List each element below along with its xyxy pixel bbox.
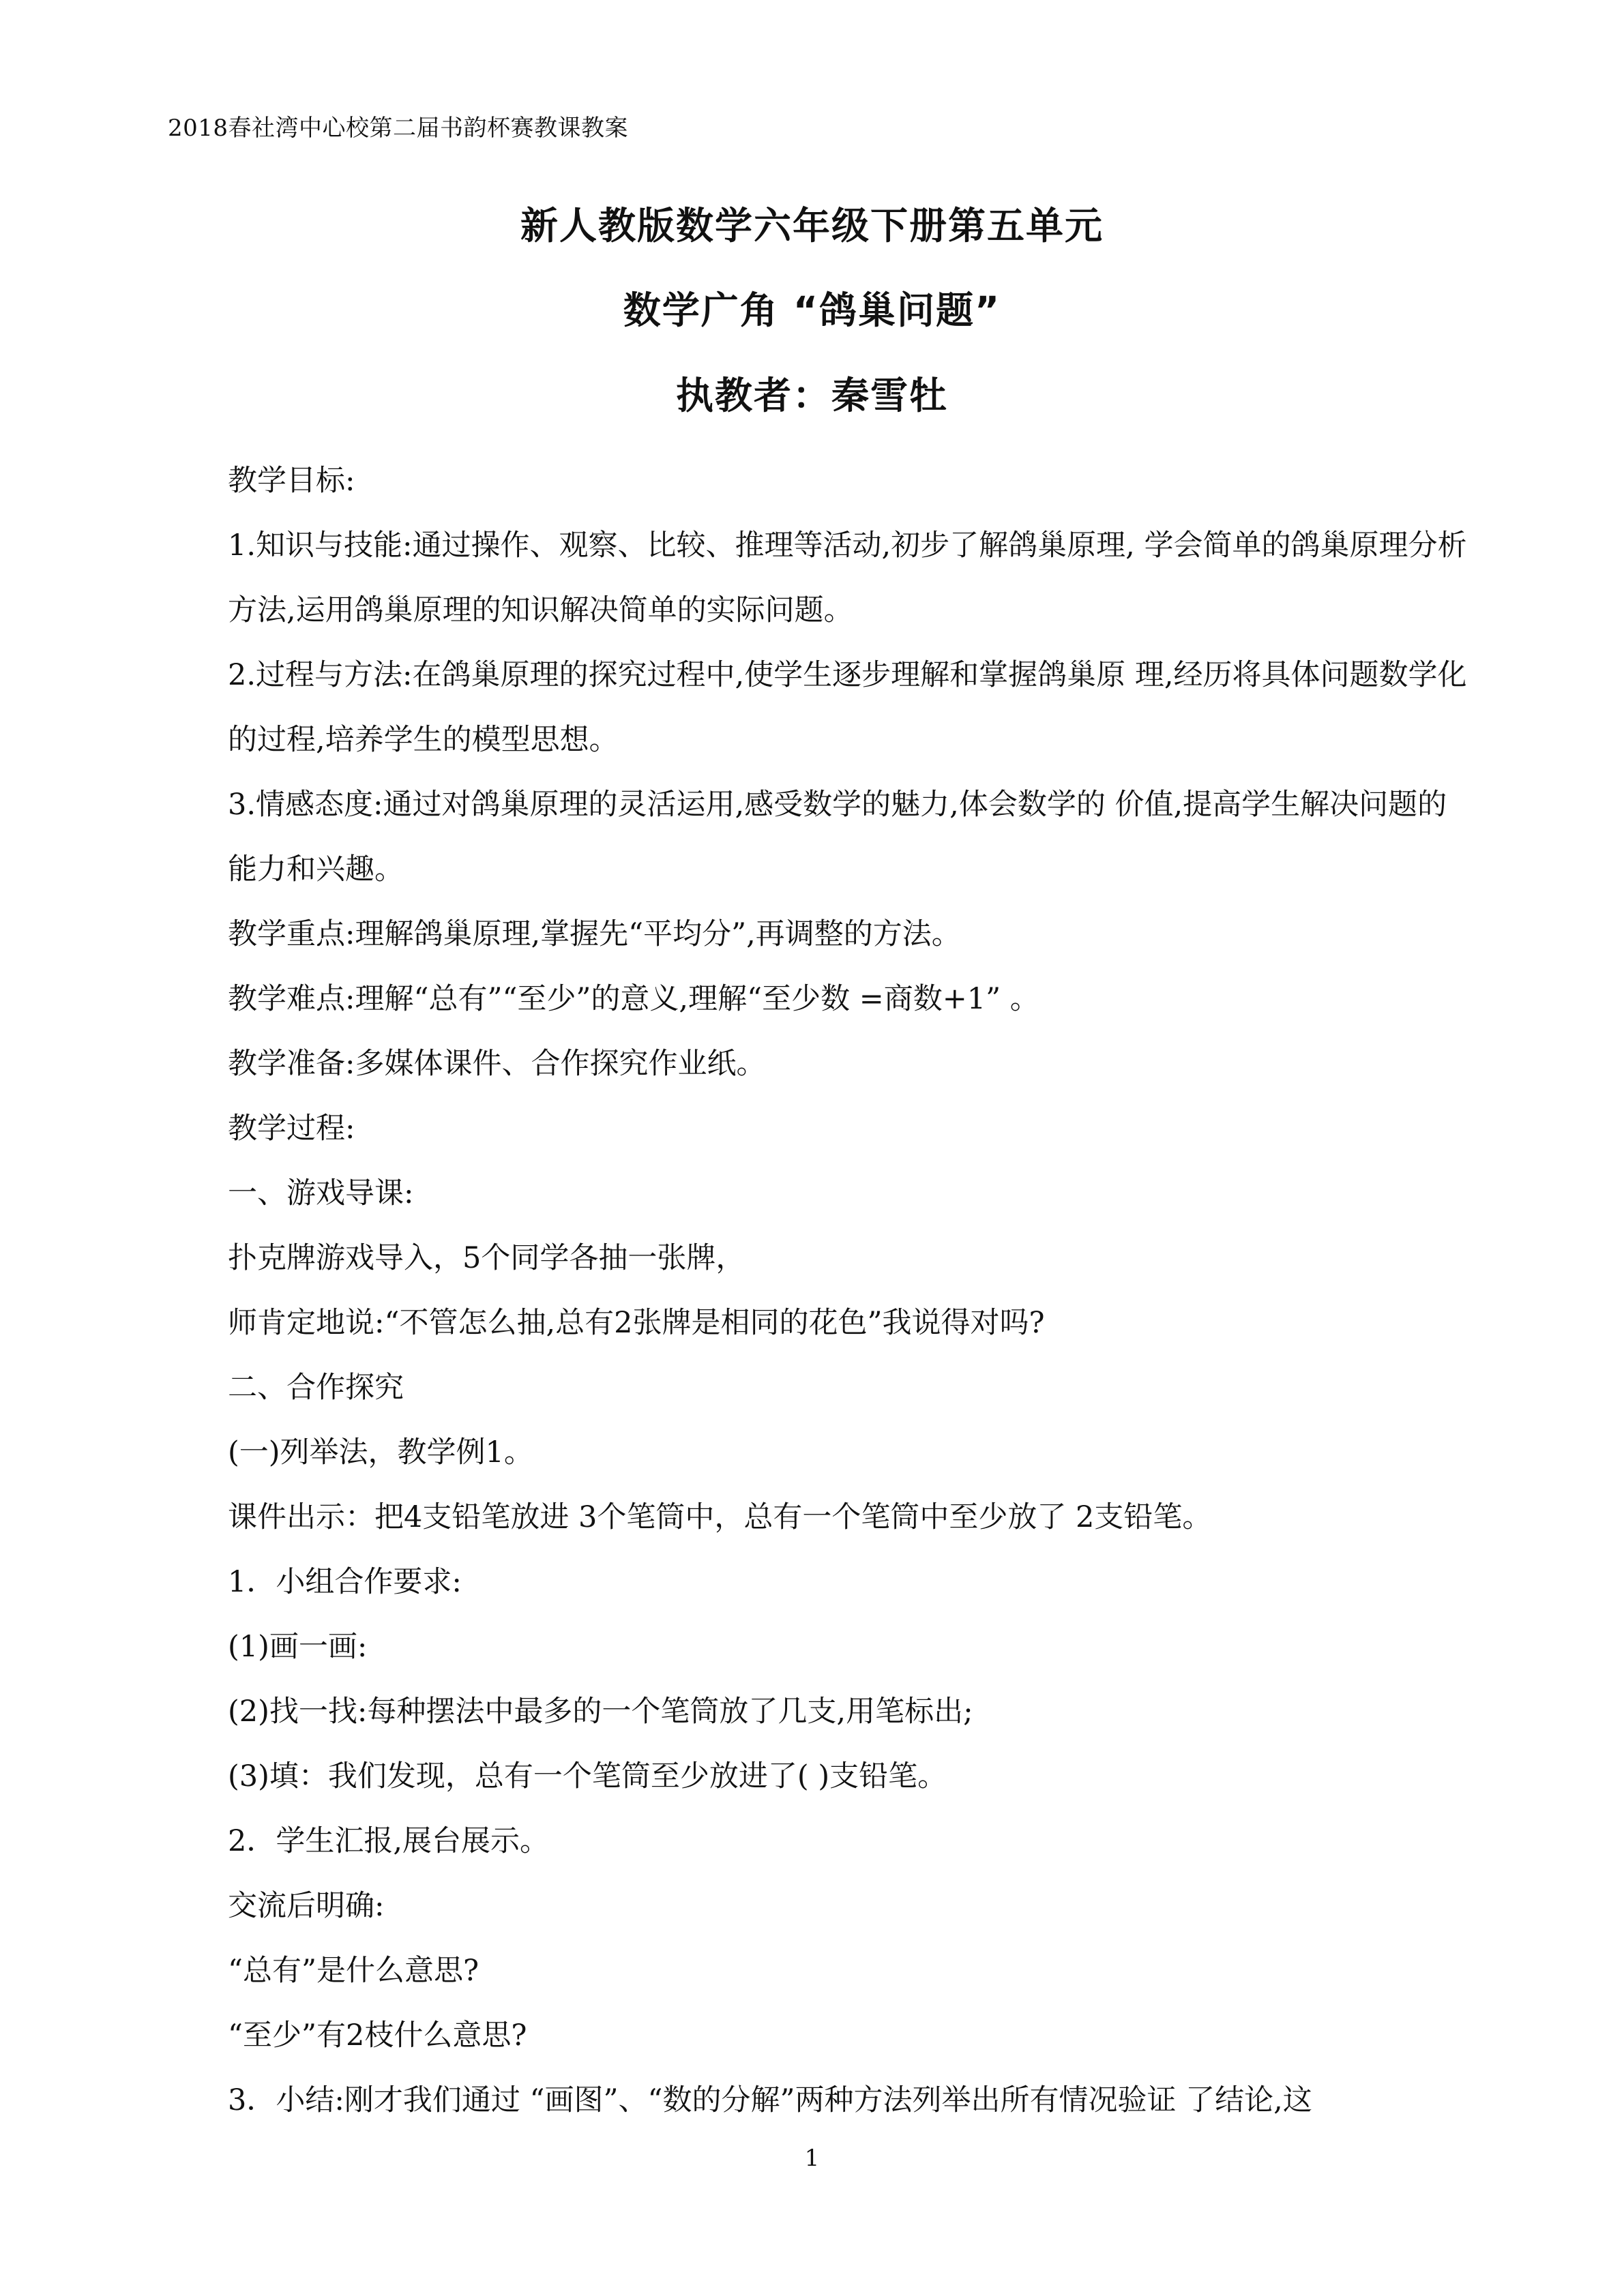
document-subtitle: 数学广角 “鸽巢问题” <box>623 288 1001 332</box>
section-heading: 一、游戏导课: <box>228 1176 414 1210</box>
list-heading: 1．小组合作要求: <box>228 1565 462 1599</box>
process-heading: 教学过程: <box>228 1112 355 1146</box>
lesson-plan-body <box>168 449 1473 2133</box>
page-number: 1 <box>804 2145 820 2172</box>
section-heading: 二、合作探究 <box>228 1371 404 1405</box>
key-point: 教学重点:理解鸽巢原理,掌握先“平均分”,再调整的方法。 <box>228 917 961 951</box>
author-line: 执教者：秦雪牡 <box>675 374 948 417</box>
question: “总有”是什么意思? <box>228 1954 479 1988</box>
list-item: (1)画一画: <box>228 1630 368 1664</box>
preparation: 教学准备:多媒体课件、合作探究作业纸。 <box>228 1047 766 1081</box>
goals-heading: 教学目标: <box>228 464 355 498</box>
list-item: (2)找一找:每种摆法中最多的一个笔筒放了几支,用笔标出; <box>228 1695 973 1729</box>
goal-process: 2.过程与方法:在鸽巢原理的探究过程中,使学生逐步理解和掌握鸽巢原 理,经历将具体问题数学化的过程,培养学生的模型思想。 <box>228 658 1467 757</box>
paragraph: 交流后明确: <box>228 1889 385 1923</box>
summary: 3．小结:刚才我们通过 “画图”、“数的分解”两种方法列举出所有情况验证 了结论,这 <box>228 2083 1312 2117</box>
list-heading: 2．学生汇报,展台展示。 <box>228 1824 550 1858</box>
paragraph: 扑克牌游戏导入，5个同学各抽一张牌， <box>228 1241 745 1275</box>
question: “至少”有2枝什么意思? <box>228 2018 527 2053</box>
goal-knowledge: 1.知识与技能:通过操作、观察、比较、推理等活动,初步了解鸽巢原理, 学会简单的鸽巢原理分析方法,运用鸽巢原理的知识解决简单的实际问题。 <box>228 528 1467 627</box>
difficulty: 教学难点:理解“总有”“至少”的意义,理解“至少数 =商数+1” 。 <box>228 982 1039 1016</box>
subsection-heading: (一)列举法，教学例1。 <box>228 1435 533 1470</box>
goal-attitude: 3.情感态度:通过对鸽巢原理的灵活运用,感受数学的魅力,体会数学的 价值,提高学生解决问题的能力和兴趣。 <box>228 788 1447 886</box>
list-item: (3)填：我们发现，总有一个笔筒至少放进了( )支铅笔。 <box>228 1759 947 1793</box>
paragraph: 课件出示：把4支铅笔放进 3个笔筒中，总有一个笔筒中至少放了 2支铅笔。 <box>228 1500 1212 1534</box>
document-title: 新人教版数学六年级下册第五单元 <box>520 204 1104 248</box>
running-header: 2018春社湾中心校第二届书韵杯赛教课教案 <box>168 115 629 142</box>
paragraph: 师肯定地说:“不管怎么抽,总有2张牌是相同的花色”我说得对吗? <box>228 1306 1045 1340</box>
